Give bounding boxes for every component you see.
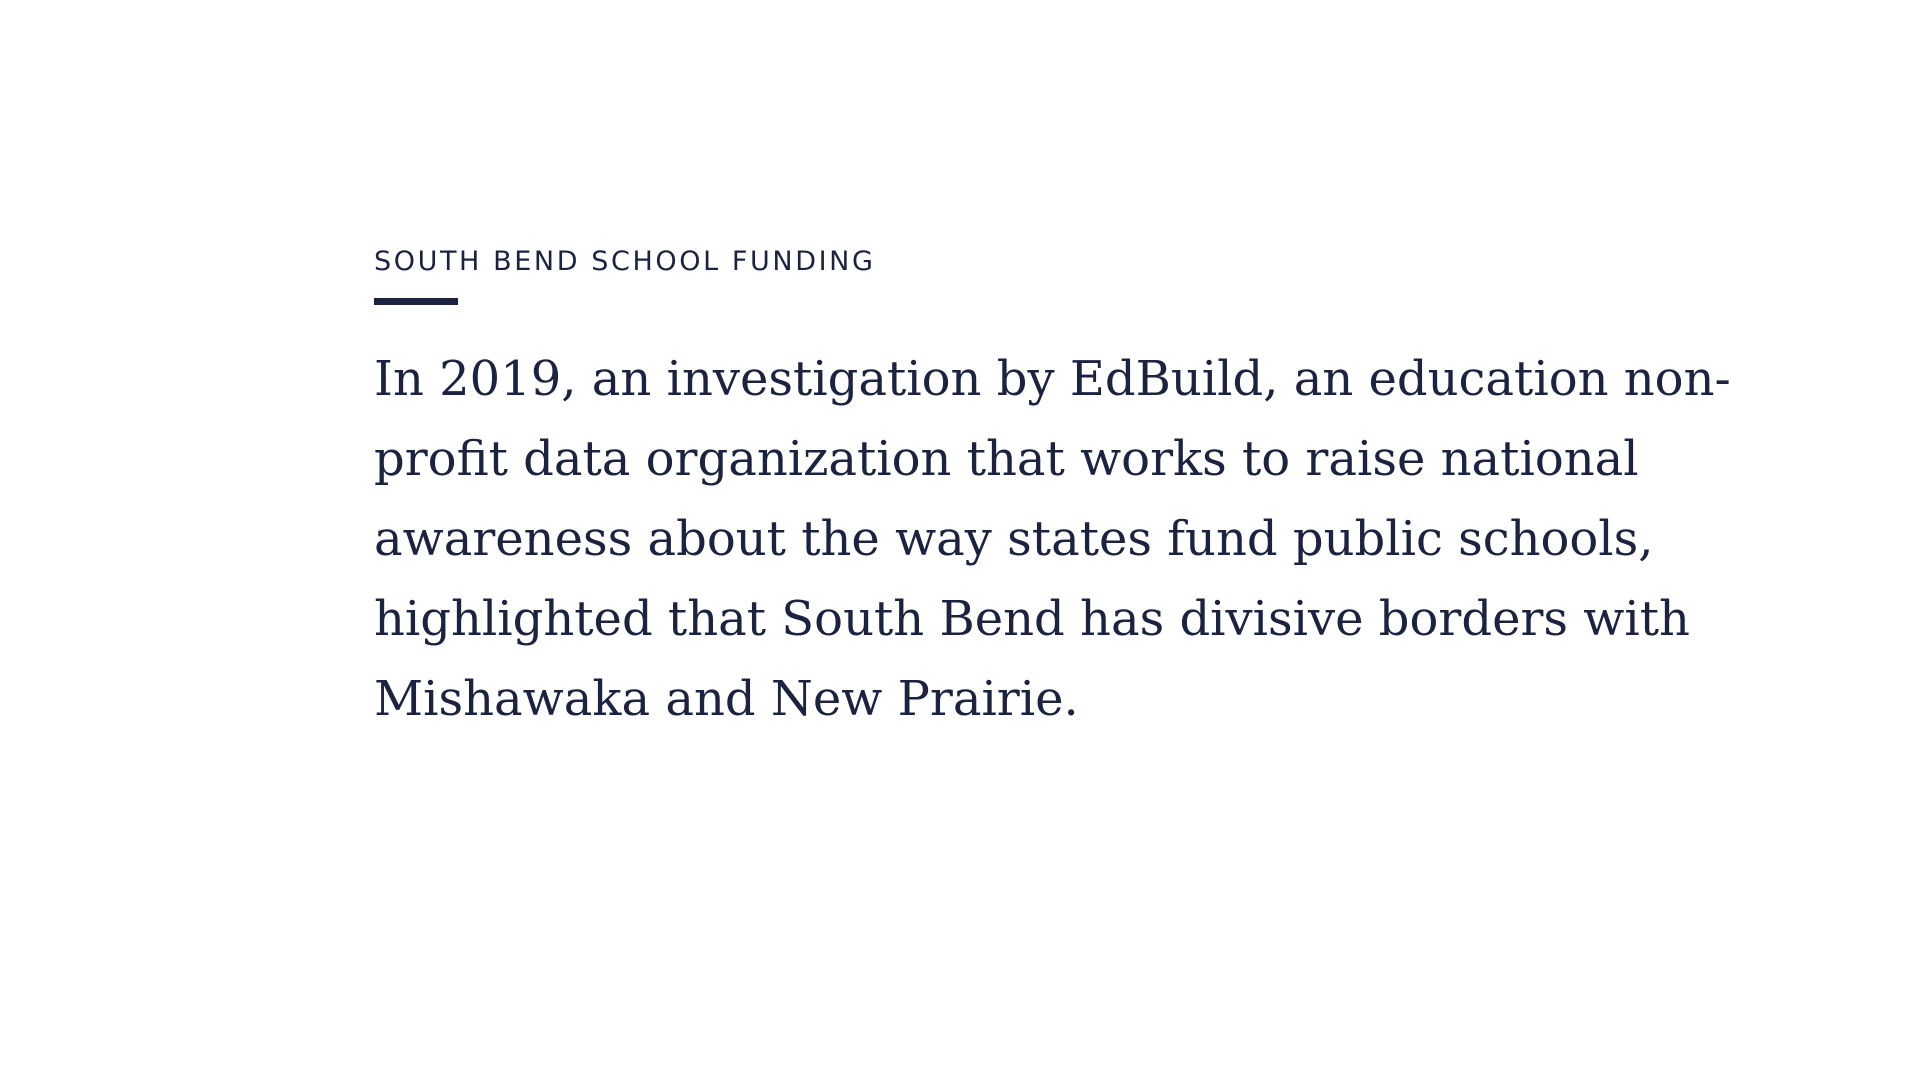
article-paragraph: In 2019, an investigation by EdBuild, an education non-profit data organization that works to raise national awareness about the way states fund public schools, highlighted that South Bend has divisive borders with Mishawaka and New Prairie. [374, 351, 1731, 727]
article-block [374, 244, 1754, 739]
accent-rule [374, 298, 458, 305]
section-label: SOUTH BEND SCHOOL FUNDING [374, 246, 876, 277]
